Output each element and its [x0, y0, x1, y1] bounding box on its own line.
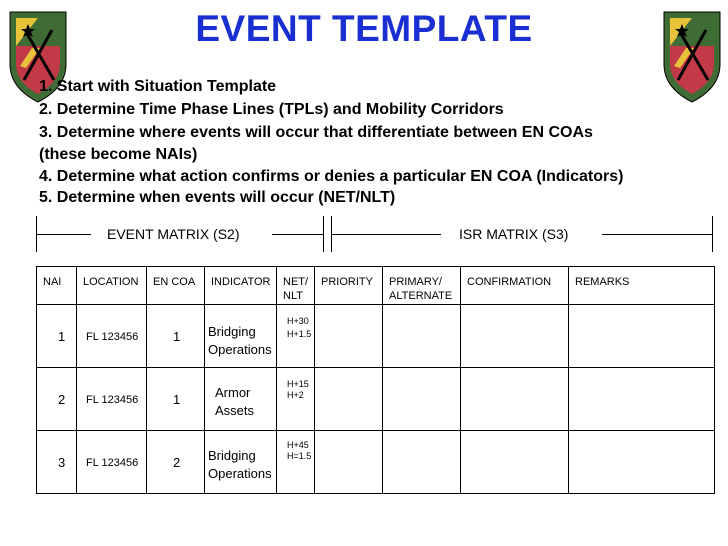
cell-indicator-line2: Assets — [215, 403, 255, 418]
cell-net: H+30 — [287, 316, 309, 326]
header-location: LOCATION — [77, 267, 147, 305]
event-matrix-label: EVENT MATRIX (S2) — [107, 226, 240, 242]
cell-indicator-line1: Bridging — [208, 448, 256, 463]
divider-line — [36, 234, 91, 235]
table-row — [37, 431, 715, 494]
cell-indicator-line2: Operations — [208, 466, 272, 481]
cell-primary-alternate[interactable] — [383, 368, 461, 431]
step-1: 1. Start with Situation Template — [39, 78, 277, 95]
cell-remarks[interactable] — [569, 305, 715, 368]
cell-nlt: H+2 — [287, 390, 304, 400]
cell-confirmation[interactable] — [461, 431, 569, 494]
cell-nlt: H=1.5 — [287, 451, 312, 461]
cell-location: FL 123456 — [86, 394, 139, 406]
cell-en-coa: 1 — [173, 329, 181, 344]
cell-en-coa: 1 — [173, 392, 181, 407]
header-net-nlt: NET/ NLT — [277, 267, 315, 305]
header-primary-alternate: PRIMARY/ ALTERNATE — [383, 267, 461, 305]
cell-indicator-line2: Operations — [208, 342, 272, 357]
header-confirmation: CONFIRMATION — [461, 267, 569, 305]
header-indicator: INDICATOR — [205, 267, 277, 305]
cell-remarks[interactable] — [569, 431, 715, 494]
cell-location: FL 123456 — [86, 331, 139, 343]
header-nai: NAI — [37, 267, 77, 305]
divider-line — [272, 234, 323, 235]
divider-right-tick — [712, 216, 713, 252]
divider-line — [602, 234, 712, 235]
cell-primary-alternate[interactable] — [383, 305, 461, 368]
header-remarks: REMARKS — [569, 267, 715, 305]
cell-remarks[interactable] — [569, 368, 715, 431]
cell-priority[interactable] — [315, 431, 383, 494]
cell-priority[interactable] — [315, 305, 383, 368]
page-title: EVENT TEMPLATE — [195, 8, 533, 49]
cell-nai: 1 — [58, 329, 66, 344]
cell-net: H+45 — [287, 440, 309, 450]
unit-insignia-right-icon — [660, 6, 724, 106]
cell-confirmation[interactable] — [461, 305, 569, 368]
cell-location: FL 123456 — [86, 457, 139, 469]
step-2: 2. Determine Time Phase Lines (TPLs) and Mobility Corridors — [39, 101, 504, 118]
cell-nai: 3 — [58, 455, 66, 470]
cell-primary-alternate[interactable] — [383, 431, 461, 494]
cell-net: H+15 — [287, 379, 309, 389]
cell-nlt: H+1.5 — [287, 329, 312, 339]
header-en-coa: EN COA — [147, 267, 205, 305]
cell-priority[interactable] — [315, 368, 383, 431]
step-4: 4. Determine what action confirms or denies a particular EN COA (Indicators) — [39, 168, 624, 185]
cell-confirmation[interactable] — [461, 368, 569, 431]
cell-indicator-line1: Bridging — [208, 324, 256, 339]
isr-matrix-label: ISR MATRIX (S3) — [459, 226, 569, 242]
table-row — [37, 305, 715, 368]
cell-nai: 2 — [58, 392, 66, 407]
divider-mid-tick-a — [323, 216, 324, 252]
step-3-continued: (these become NAIs) — [39, 146, 198, 163]
header-priority: PRIORITY — [315, 267, 383, 305]
table-row — [37, 368, 715, 431]
cell-en-coa: 2 — [173, 455, 181, 470]
step-3: 3. Determine where events will occur that differentiate between EN COAs — [39, 124, 593, 141]
cell-indicator-line1: Armor — [215, 385, 251, 400]
divider-line — [331, 234, 441, 235]
step-5: 5. Determine when events will occur (NET/NLT) — [39, 189, 396, 206]
event-matrix-table — [36, 266, 715, 494]
